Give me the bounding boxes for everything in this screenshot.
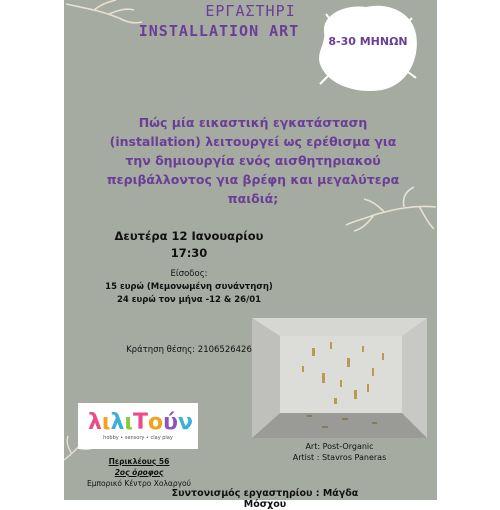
logo-tagline: hobby • sensory • clay play	[103, 435, 173, 441]
workshop-question: Πώς μία εικαστική εγκατάσταση (installation) λειτουργεί ως ερέθισμα για την δημιουργία ενός αισθητηριακού περιβάλλοντος για βρέφη και μεγαλύτερα παιδιά;	[106, 115, 400, 206]
address-floor: 2ος όροφος	[114, 468, 164, 477]
workshop-title: ΕΡΓΑΣΤΗΡΙ	[205, 2, 296, 20]
lilitoun-logo	[78, 403, 198, 449]
poster	[64, 0, 437, 510]
event-date: Δευτέρα 12 Ιανουαρίου	[114, 229, 264, 243]
logo-wordmark	[88, 407, 193, 435]
artwork-artist: Artist : Stavros Paneras	[292, 453, 387, 462]
entry-fees	[64, 268, 314, 307]
installation-photo	[252, 318, 427, 438]
svg-text:λιλιΤούν: λιλιΤούν	[88, 410, 193, 435]
address-street: Περικλέους 56	[108, 457, 170, 466]
entry-label: Είσοδος:	[170, 269, 208, 279]
entry-single-price: 15 ευρώ (Μεμονωμένη συνάντηση)	[105, 282, 273, 292]
address-center: Εμπορικό Κέντρο Χολαργού	[87, 479, 191, 488]
artwork-credits	[252, 441, 427, 463]
event-date-time	[64, 228, 314, 262]
booking-phone: Κράτηση θέσης: 2106526426	[126, 345, 252, 355]
workshop-coordinator: Συντονισμός εργαστηρίου : Μάγδα Μόσχου	[171, 488, 359, 510]
installation-art-title: INSTALLATION ART	[138, 22, 300, 40]
address	[64, 456, 214, 489]
artwork-title: Art: Post-Organic	[305, 442, 374, 451]
entry-monthly-price: 24 ευρώ τον μήνα -12 & 26/01	[116, 295, 262, 305]
event-time: 17:30	[170, 246, 208, 260]
age-range: 8-30 ΜΗΝΩΝ	[328, 35, 408, 48]
paint-splash-shape	[312, 2, 420, 94]
branch-right	[344, 185, 437, 235]
